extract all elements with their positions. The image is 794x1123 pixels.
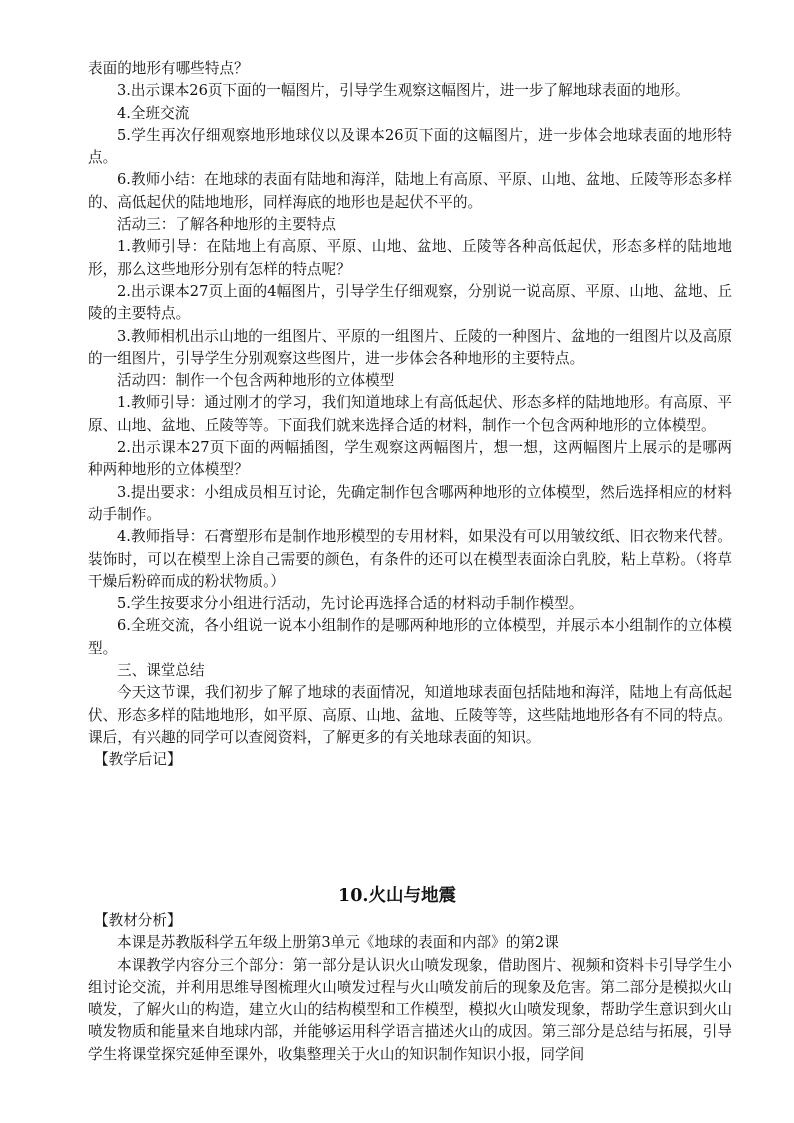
paragraph: 本课是苏教版科学五年级上册第3单元《地球的表面和内部》的第2课 [117, 934, 559, 952]
lower-text-block [88, 910, 732, 1066]
paragraph: 6.教师小结：在地球的表面有陆地和海洋，陆地上有高原、平原、山地、盆地、丘陵等形态多样的、高低起伏的陆地地形，同样海底的地形也是起伏不平的。 [88, 171, 732, 211]
paragraph: 2.出示课本27页上面的4幅图片，引导学生仔细观察，分别说一说高原、平原、山地、盆地、丘陵的主要特点。 [88, 282, 732, 323]
paragraph: 6.全班交流，各小组说一说本小组制作的是哪两种地形的立体模型，并展示本小组制作的立体模型。 [88, 617, 732, 657]
paragraph: 3.提出要求：小组成员相互讨论，先确定制作包含哪两种地形的立体模型，然后选择相应的材料动手制作。 [88, 483, 732, 523]
paragraph: 5.学生再次仔细观察地形地球仪以及课本26页下面的这幅图片，进一步体会地球表面的地形特点。 [88, 126, 732, 167]
paragraph: 4.教师指导：石膏塑形布是制作地形模型的专用材料，如果没有可以用皱纹纸、旧衣物来代替。装饰时，可以在模型上涂自己需要的颜色，有条件的还可以在模型表面涂白乳胶，粘上草粉。（将草干燥后粉碎而成的粉状物质。） [88, 528, 732, 590]
paragraph: 3.教师相机出示山地的一组图片、平原的一组图片、丘陵的一种图片、盆地的一组图片以及高原的一组图片，引导学生分别观察这些图片，进一步体会各种地形的主要特点。 [88, 327, 732, 367]
paragraph: 4.全班交流 [117, 104, 190, 122]
postscript-heading: 【教学后记】 [94, 751, 182, 769]
section-heading: 三、课堂总结 [117, 662, 205, 680]
section-heading: 活动四：制作一个包含两种地形的立体模型 [117, 372, 395, 390]
paragraph: 1.教师引导：在陆地上有高原、平原、山地、盆地、丘陵等各种高低起伏，形态多样的陆地地形，那么这些地形分别有怎样的特点呢？ [88, 238, 732, 278]
section-heading: 活动三：了解各种地形的主要特点 [117, 216, 336, 234]
paragraph: 本课教学内容分三个部分：第一部分是认识火山喷发现象，借助图片、视频和资料卡引导学生小组讨论交流，并利用思维导图梳理火山喷发过程与火山喷发前后的现象及危害。第二部分是模拟火山喷发，了解火山的构造，建立火山的结构模型和工作模型，模拟火山喷发现象，帮助学生意识到火山喷发物质和能量来自地球内部，并能够运用科学语言描述火山的成因。第三部分是总结与拓展，引导学生将课堂探究延伸至课外，收集整理关于火山的知识制作知识小报，同学间 [88, 956, 732, 1063]
lesson-title: 10.火山与地震 [338, 886, 456, 906]
paragraph: 5.学生按要求分小组进行活动，先讨论再选择合适的材料动手制作模型。 [117, 595, 584, 613]
paragraph: 2.出示课本27页下面的两幅插图，学生观察这两幅图片，想一想，这两幅图片上展示的是哪两种两种地形的立体模型？ [88, 439, 732, 479]
analysis-heading: 【教材分析】 [94, 912, 182, 929]
paragraph: 3.出示课本26页下面的一幅图片，引导学生观察这幅图片，进一步了解地球表面的地形。 [117, 82, 690, 100]
paragraph: 1.教师引导：通过刚才的学习，我们知道地球上有高低起伏、形态多样的陆地地形。有高原、平原、山地、盆地、丘陵等等。下面我们就来选择合适的材料，制作一个包含两种地形的立体模型。 [88, 394, 732, 434]
paragraph: 表面的地形有哪些特点？ [88, 60, 249, 77]
paragraph: 今天这节课，我们初步了解了地球的表面情况，知道地球表面包括陆地和海洋，陆地上有高低起伏、形态多样的陆地地形，如平原、高原、山地、盆地、丘陵等等，这些陆地地形各有不同的特点。课后，有兴趣的同学可以查阅资料，了解更多的有关地球表面的知识。 [88, 684, 732, 746]
upper-text-block [88, 58, 732, 772]
